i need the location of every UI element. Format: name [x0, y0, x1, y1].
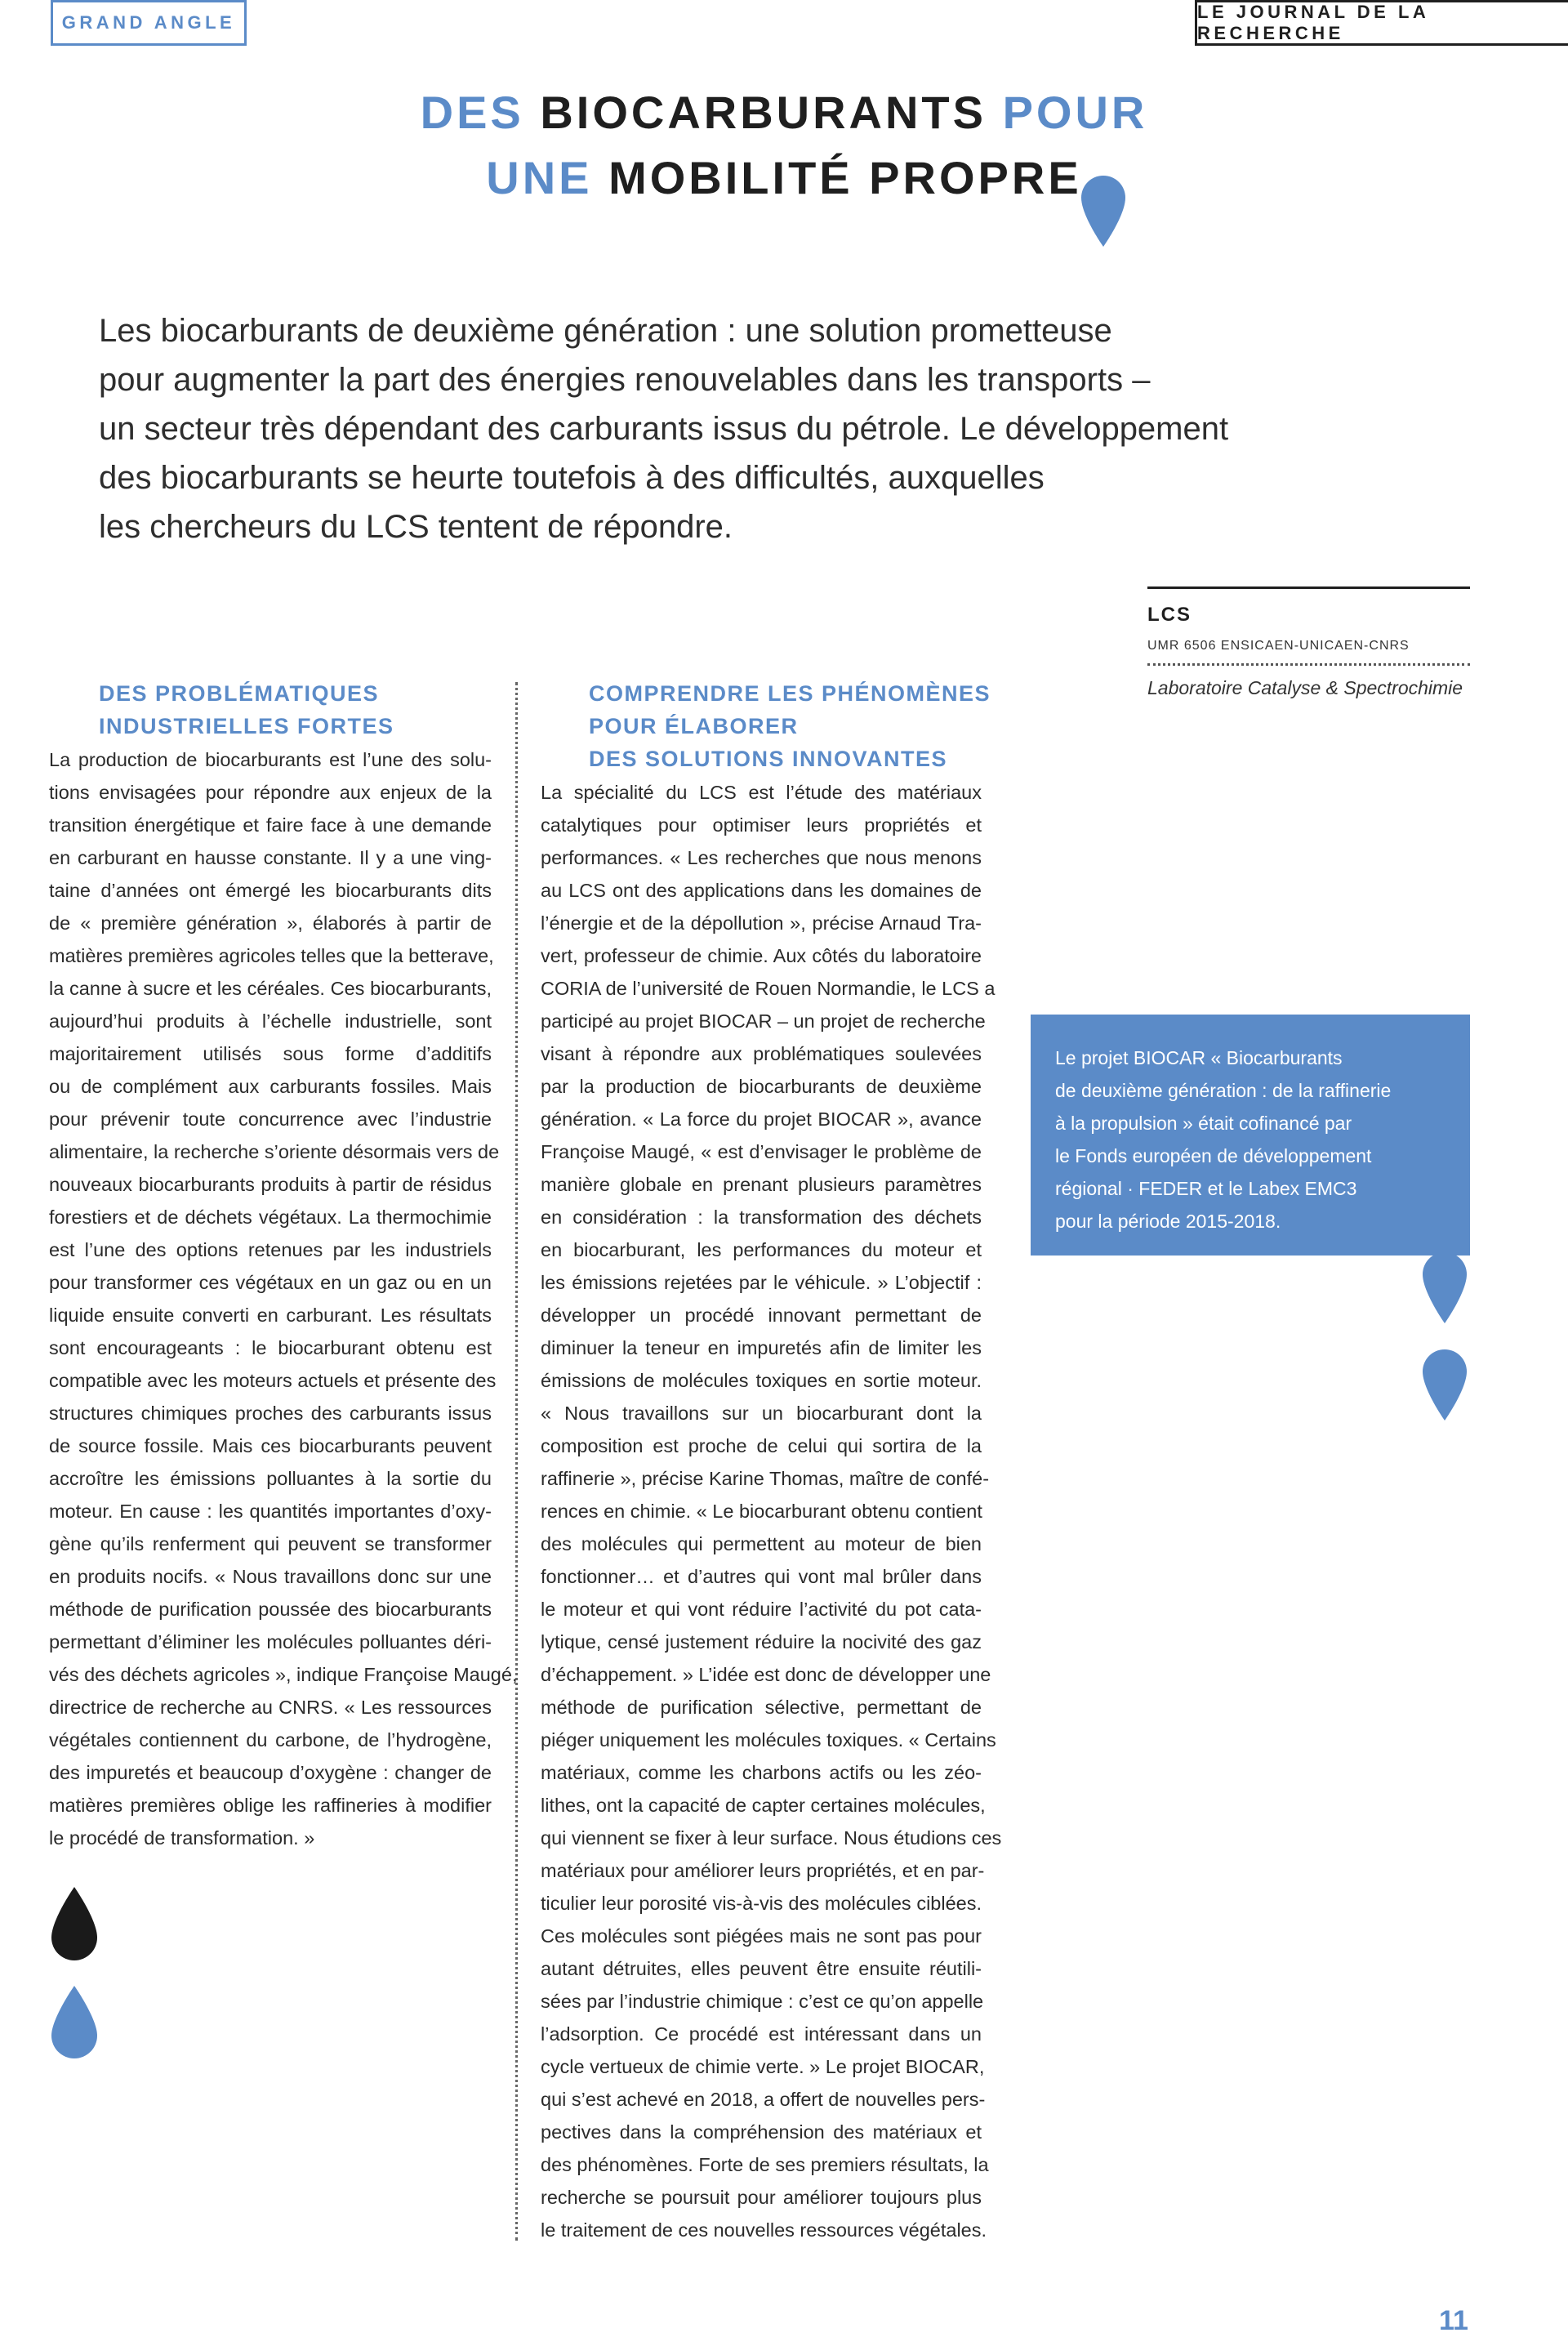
body-line: végétales contiennent du carbone, de l’hydrogène, — [49, 1729, 492, 1751]
title-word: UNE — [486, 152, 593, 203]
body-line: accroître les émissions polluantes à la sortie du — [49, 1468, 492, 1489]
body-line: raffinerie », précise Karine Thomas, maître de confé- — [541, 1468, 990, 1489]
lab-code: LCS — [1147, 604, 1192, 626]
body-line: l’énergie et de la dépollution », précise Arnaud Tra- — [541, 912, 982, 934]
body-line: fonctionner… et d’autres qui vont mal brûler dans — [541, 1566, 982, 1587]
body-line: gène qu’ils renferment qui peuvent se transformer — [49, 1533, 492, 1554]
title-line-2 — [0, 145, 1568, 211]
body-line: transition énergétique et faire face à une demande — [49, 814, 492, 836]
body-line: la canne à sucre et les céréales. Ces biocarburants, — [49, 978, 492, 999]
section-2-body — [541, 776, 1002, 2246]
body-line: visant à répondre aux problématiques soulevées — [541, 1043, 982, 1064]
body-line: le procédé de transformation. » — [49, 1827, 315, 1849]
body-line: La production de biocarburants est l’une des solu- — [49, 749, 492, 770]
title-word: MOBILITÉ PROPRE — [608, 152, 1082, 203]
lab-name: Laboratoire Catalyse & Spectrochimie — [1147, 677, 1463, 698]
heading-line: DES PROBLÉMATIQUES — [99, 681, 380, 706]
black-drop-icon — [50, 1887, 99, 1962]
body-line: sont encourageants : le biocarburant obtenu est — [49, 1337, 492, 1358]
body-line: lytique, censé justement réduire la nocivité des gaz — [541, 1631, 982, 1652]
body-line: diminuer la teneur en impuretés afin de limiter les — [541, 1337, 982, 1358]
body-line: piéger uniquement les molécules toxiques. « Certains — [541, 1729, 996, 1751]
body-line: liquide ensuite converti en carburant. Les résultats — [49, 1305, 492, 1326]
body-line: composition est proche de celui qui sortira de la — [541, 1435, 982, 1456]
body-line: de source fossile. Mais ces biocarburants peuvent — [49, 1435, 492, 1456]
body-line: taine d’années ont émergé les biocarburants dits — [49, 880, 492, 901]
body-line: La spécialité du LCS est l’étude des matériaux — [541, 782, 982, 803]
lead-paragraph — [99, 306, 1307, 551]
heading-line: COMPRENDRE LES PHÉNOMÈNES — [589, 681, 991, 706]
body-line: des molécules qui permettent au moteur de bien — [541, 1533, 982, 1554]
body-line: rences en chimie. « Le biocarburant obtenu contient — [541, 1501, 982, 1522]
box-line: à la propulsion » était cofinancé par — [1055, 1113, 1352, 1134]
body-line: vés des déchets agricoles », indique Françoise Maugé, — [49, 1664, 518, 1685]
body-line: méthode de purification poussée des biocarburants — [49, 1599, 492, 1620]
body-line: recherche se poursuit pour améliorer toujours plus — [541, 2187, 982, 2208]
body-line: méthode de purification sélective, permettant de — [541, 1697, 982, 1718]
body-line: cycle vertueux de chimie verte. » Le projet BIOCAR, — [541, 2056, 985, 2077]
blue-drop-icon — [1421, 1349, 1468, 1421]
box-line: pour la période 2015-2018. — [1055, 1211, 1281, 1232]
body-line: en produits nocifs. « Nous travaillons donc sur une — [49, 1566, 492, 1587]
body-line: sées par l’industrie chimique : c’est ce qu’on appelle — [541, 1991, 984, 2012]
blue-drop-icon — [1080, 173, 1127, 247]
body-line: Ces molécules sont piégées mais ne sont pas pour — [541, 1925, 982, 1947]
body-line: matières premières agricoles telles que la betterave, — [49, 945, 494, 966]
body-line: génération. « La force du projet BIOCAR », avance — [541, 1108, 982, 1130]
body-line: structures chimiques proches des carburants issus — [49, 1403, 492, 1424]
body-line: le moteur et qui vont réduire l’activité du pot cata- — [541, 1599, 982, 1620]
column-separator — [515, 682, 518, 2241]
heading-line: DES SOLUTIONS INNOVANTES — [589, 747, 948, 771]
body-line: vert, professeur de chimie. Aux côtés du laboratoire — [541, 945, 982, 966]
body-line: matériaux pour améliorer leurs propriétés, et en par- — [541, 1860, 985, 1881]
body-line: permettant d’éliminer les molécules polluantes déri- — [49, 1631, 492, 1652]
body-line: matières premières oblige les raffineries à modifier — [49, 1795, 492, 1816]
box-line: régional · FEDER et le Labex EMC3 — [1055, 1178, 1357, 1199]
box-line: de deuxième génération : de la raffinerie — [1055, 1080, 1392, 1101]
body-line: compatible avec les moteurs actuels et présente des — [49, 1370, 497, 1391]
blue-drop-icon — [50, 1986, 99, 2059]
body-line: pour prévenir toute concurrence avec l’industrie — [49, 1108, 492, 1130]
body-line: l’adsorption. Ce procédé est intéressant dans un — [541, 2023, 982, 2045]
heading-line: POUR ÉLABORER — [589, 714, 799, 738]
body-line: au LCS ont des applications dans les domaines de — [541, 880, 982, 901]
body-line: Françoise Maugé, « est d’envisager le problème de — [541, 1141, 982, 1162]
body-line: tions envisagées pour répondre aux enjeux de la — [49, 782, 492, 803]
body-line: pour transformer ces végétaux en un gaz ou en un — [49, 1272, 492, 1293]
body-line: qui viennent se fixer à leur surface. Nous étudions ces — [541, 1827, 1002, 1849]
lead-line: des biocarburants se heurte toutefois à des difficultés, auxquelles — [99, 460, 1045, 496]
title-line-1 — [0, 80, 1568, 145]
body-line: les émissions rejetées par le véhicule. » L’objectif : — [541, 1272, 982, 1293]
section-tag: GRAND ANGLE — [51, 0, 247, 46]
body-line: pectives dans la compréhension des matériaux et — [541, 2121, 982, 2143]
body-line: qui s’est achevé en 2018, a offert de nouvelles pers- — [541, 2089, 986, 2110]
title-word: BIOCARBURANTS — [540, 87, 987, 138]
body-line: le traitement de ces nouvelles ressources végétales. — [541, 2219, 987, 2241]
body-line: développer un procédé innovant permettant de — [541, 1305, 982, 1326]
blue-drop-icon — [1421, 1251, 1468, 1323]
journal-tag: LE JOURNAL DE LA RECHERCHE — [1195, 0, 1568, 46]
heading-line: INDUSTRIELLES FORTES — [99, 714, 394, 738]
section-2-heading — [589, 677, 991, 775]
lead-line: un secteur très dépendant des carburants issus du pétrole. Le développement — [99, 411, 1229, 447]
title-word: DES — [420, 87, 524, 138]
body-line: est l’une des options retenues par les industriels — [49, 1239, 492, 1260]
body-line: forestiers et de déchets végétaux. La thermochimie — [49, 1206, 492, 1228]
body-line: de « première génération », élaborés à partir de — [49, 912, 492, 934]
body-line: d’échappement. » L’idée est donc de développer une — [541, 1664, 991, 1685]
body-line: ticulier leur porosité vis-à-vis des molécules ciblées. — [541, 1893, 982, 1914]
body-line: participé au projet BIOCAR – un projet de recherche — [541, 1010, 986, 1032]
body-line: moteur. En cause : les quantités importantes d’oxy- — [49, 1501, 492, 1522]
body-line: « Nous travaillons sur un biocarburant dont la — [541, 1403, 982, 1424]
body-line: alimentaire, la recherche s’oriente désormais vers de — [49, 1141, 500, 1162]
dotted-divider — [1147, 663, 1470, 666]
lead-line: les chercheurs du LCS tentent de répondre. — [99, 509, 733, 545]
lab-info — [1147, 586, 1470, 699]
body-line: ou de complément aux carburants fossiles. Mais — [49, 1076, 492, 1097]
section-1-body — [49, 743, 518, 1854]
body-line: lithes, ont la capacité de capter certaines molécules, — [541, 1795, 986, 1816]
lab-umr: UMR 6506 ENSICAEN-UNICAEN-CNRS — [1147, 639, 1410, 653]
box-line: Le projet BIOCAR « Biocarburants — [1055, 1047, 1343, 1068]
page-number: 11 — [1439, 2305, 1468, 2336]
lead-line: pour augmenter la part des énergies renouvelables dans les transports – — [99, 362, 1151, 398]
lead-line: Les biocarburants de deuxième génération : une solution prometteuse — [99, 313, 1112, 349]
body-line: des impuretés et beaucoup d’oxygène : changer de — [49, 1762, 492, 1783]
body-line: en biocarburant, les performances du moteur et — [541, 1239, 982, 1260]
body-line: catalytiques pour optimiser leurs propriétés et — [541, 814, 982, 836]
body-line: des phénomènes. Forte de ses premiers résultats, la — [541, 2154, 989, 2175]
body-line: autant détruites, elles peuvent être ensuite réutili- — [541, 1958, 982, 1979]
body-line: par la production de biocarburants de deuxième — [541, 1076, 982, 1097]
body-line: matériaux, comme les charbons actifs ou les zéo- — [541, 1762, 982, 1783]
body-line: en considération : la transformation des déchets — [541, 1206, 982, 1228]
body-line: manière globale en prenant plusieurs paramètres — [541, 1174, 982, 1195]
title-word: POUR — [1002, 87, 1148, 138]
body-line: nouveaux biocarburants produits à partir de résidus — [49, 1174, 492, 1195]
box-line: le Fonds européen de développement — [1055, 1145, 1372, 1166]
body-line: majoritairement utilisés sous forme d’additifs — [49, 1043, 492, 1064]
body-line: émissions de molécules toxiques en sortie moteur. — [541, 1370, 982, 1391]
body-line: performances. « Les recherches que nous menons — [541, 847, 982, 868]
page-title — [0, 80, 1568, 211]
body-line: aujourd’hui produits à l’échelle industrielle, sont — [49, 1010, 492, 1032]
body-line: directrice de recherche au CNRS. « Les ressources — [49, 1697, 492, 1718]
project-funding-box — [1031, 1015, 1470, 1256]
body-line: en carburant en hausse constante. Il y a une ving- — [49, 847, 492, 868]
body-line: CORIA de l’université de Rouen Normandie, le LCS a — [541, 978, 996, 999]
section-1-heading — [99, 677, 394, 743]
